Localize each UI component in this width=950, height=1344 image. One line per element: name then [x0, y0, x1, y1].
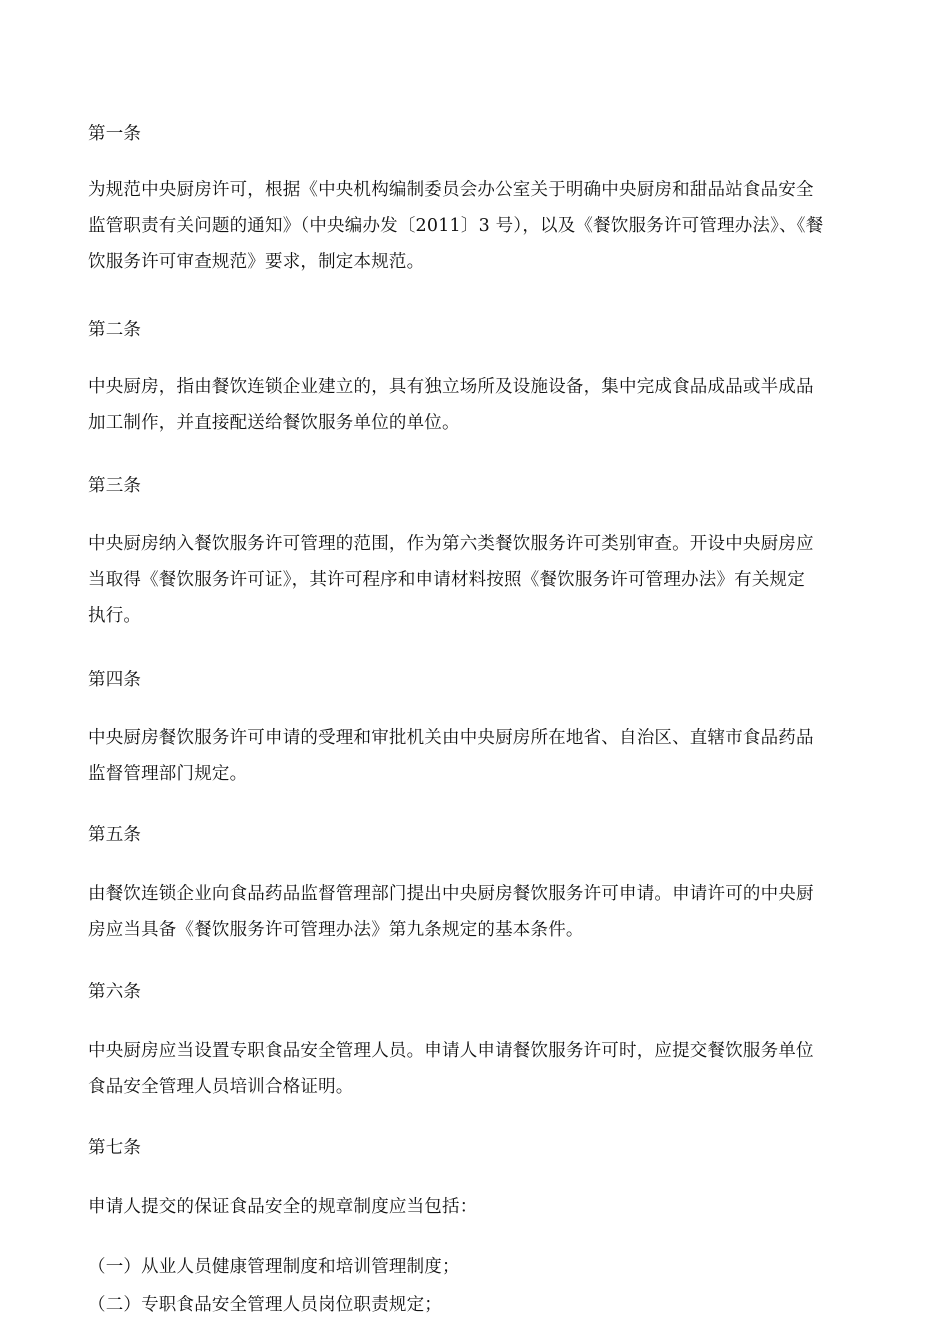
paragraph-line: 执行。	[88, 606, 142, 626]
article-1-heading: 第一条	[88, 124, 142, 144]
list-item: （二）专职食品安全管理人员岗位职责规定；	[88, 1295, 442, 1315]
paragraph-line: 当取得《餐饮服务许可证》，其许可程序和申请材料按照《餐饮服务许可管理办法》有关规定	[88, 570, 805, 590]
paragraph-line: 为规范中央厨房许可，根据《中央机构编制委员会办公室关于明确中央厨房和甜品站食品安全	[88, 180, 814, 200]
paragraph-line: 监管职责有关问题的通知》（中央编办发〔2011〕3 号），以及《餐饮服务许可管理办法》、《餐	[88, 216, 824, 236]
article-7-heading: 第七条	[88, 1138, 142, 1158]
paragraph-line: 中央厨房纳入餐饮服务许可管理的范围，作为第六类餐饮服务许可类别审查。开设中央厨房应	[88, 534, 814, 554]
article-3-body	[88, 526, 863, 634]
article-4-body	[88, 720, 863, 792]
article-5-heading: 第五条	[88, 825, 142, 845]
article-4-heading: 第四条	[88, 670, 142, 690]
paragraph-line: 房应当具备《餐饮服务许可管理办法》第九条规定的基本条件。	[88, 920, 584, 940]
paragraph-line: 由餐饮连锁企业向食品药品监督管理部门提出中央厨房餐饮服务许可申请。申请许可的中央厨	[88, 884, 814, 904]
list-item: （一）从业人员健康管理制度和培训管理制度；	[88, 1257, 460, 1277]
article-5-body	[88, 876, 863, 948]
article-6-heading: 第六条	[88, 982, 142, 1002]
article-2-heading: 第二条	[88, 320, 142, 340]
article-2-body	[88, 369, 863, 441]
paragraph-line: 食品安全管理人员培训合格证明。	[88, 1077, 354, 1097]
paragraph-line: 申请人提交的保证食品安全的规章制度应当包括：	[88, 1197, 478, 1217]
article-7-body	[88, 1189, 863, 1225]
paragraph-line: 中央厨房应当设置专职食品安全管理人员。申请人申请餐饮服务许可时，应提交餐饮服务单位	[88, 1041, 814, 1061]
article-6-body	[88, 1033, 863, 1105]
article-3-heading: 第三条	[88, 476, 142, 496]
paragraph-line: 加工制作，并直接配送给餐饮服务单位的单位。	[88, 413, 460, 433]
paragraph-line: 中央厨房餐饮服务许可申请的受理和审批机关由中央厨房所在地省、自治区、直辖市食品药品	[88, 728, 814, 748]
paragraph-line: 监督管理部门规定。	[88, 764, 248, 784]
paragraph-line: 饮服务许可审查规范》要求，制定本规范。	[88, 252, 425, 272]
paragraph-line: 中央厨房，指由餐饮连锁企业建立的，具有独立场所及设施设备，集中完成食品成品或半成品	[88, 377, 814, 397]
article-1-body	[88, 172, 863, 280]
